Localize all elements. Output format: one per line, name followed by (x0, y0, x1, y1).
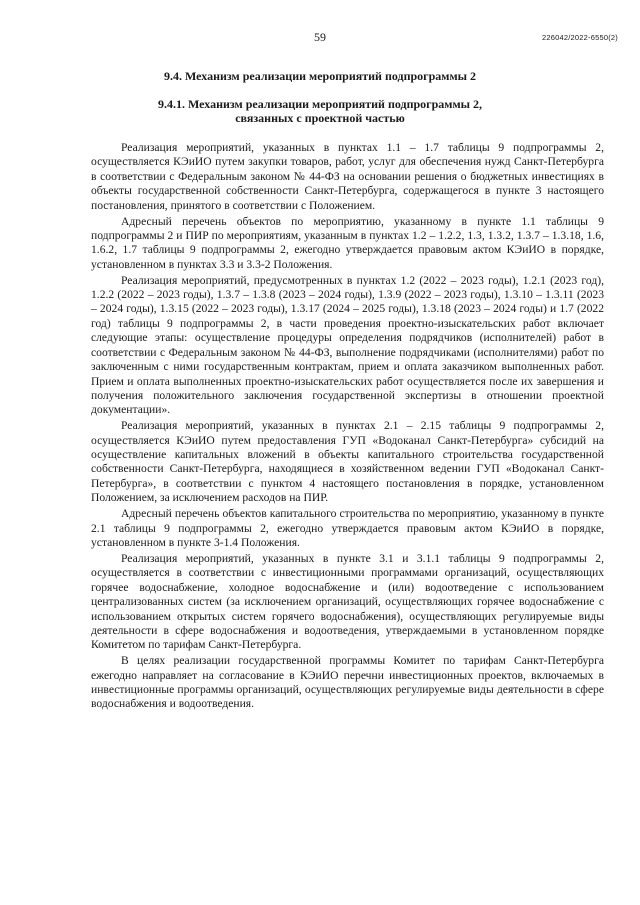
paragraph: Реализация мероприятий, указанных в пункте 3.1 и 3.1.1 таблицы 9 подпрограммы 2, осуществляется в соответствии с инвестиционными программами организаций, осуществляющих горячее водоснабжение, холодное водоснабжение и (или) водоотведение с использованием централизованных систем (за исключением организаций, осуществляющих горячее водоснабжение с использованием открытых систем горячего водоснабжения), осуществляющих регулируемые виды деятельности в сфере водоснабжения и водоотведения, утверждаемыми в установленном порядке Комитетом по тарифам Санкт-Петербурга. (91, 551, 604, 652)
page-number: 59 (314, 30, 326, 44)
subsection-title-line-2: связанных с проектной частью (235, 111, 405, 125)
subsection-title-line-1: 9.4.1. Механизм реализации мероприятий подпрограммы 2, (157, 97, 483, 111)
document-registration-number: 226042/2022-6550(2) (542, 33, 618, 42)
paragraph: Адресный перечень объектов по мероприятию, указанному в пункте 1.1 таблицы 9 подпрограммы 2 и ПИР по мероприятиям, указанным в пунктах 1.2 – 1.2.2, 1.3, 1.3.2, 1.3.7 – 1.3.18, 1.6, 1.6.2, 1.7 таблицы 9 подпрограммы 2, ежегодно утверждается правовым актом КЭиИО в порядке, установленном в пунктах 3.3 и 3.3-2 Положения. (91, 214, 604, 271)
paragraph: Реализация мероприятий, предусмотренных в пунктах 1.2 (2022 – 2023 годы), 1.2.1 (2023 год), 1.2.2 (2022 – 2023 годы), 1.3.7 – 1.3.8 (2023 – 2024 годы), 1.3.9 (2022 – 2023 годы), 1.3.10 – 1.3.11 (2023 – 2024 годы), 1.3.15 (2022 – 2023 годы), 1.3.17 (2024 – 2025 годы), 1.3.18 (2023 – 2024 годы) и 1.7 (2022 год) таблицы 9 подпрограммы 2, в части проведения проектно-изыскательских работ включает следующие этапы: осуществление процедуры определения подрядчиков (исполнителей) работ в соответствии с Федеральным законом № 44-ФЗ, выполнение подрядчиками (исполнителями) работ по заключенным с ними государственным контрактам, прием и оплата заказчиком выполненных работ. Прием и оплата выполненных проектно-изыскательских работ осуществляется после их завершения и получения положительного заключения государственной экспертизы в отношении проектной документации». (91, 273, 604, 417)
paragraph: В целях реализации государственной программы Комитет по тарифам Санкт-Петербурга ежегодно направляет на согласование в КЭиИО перечни инвестиционных проектов, включаемых в инвестиционные программы организаций, осуществляющих регулируемые виды деятельности в сфере водоснабжения и водоотведения. (91, 654, 604, 711)
paragraph: Реализация мероприятий, указанных в пунктах 2.1 – 2.15 таблицы 9 подпрограммы 2, осуществляется КЭиИО путем предоставления ГУП «Водоканал Санкт-Петербурга» субсидий на осуществление капитальных вложений в объекты капитального строительства государственной собственности Санкт-Петербурга, находящиеся в хозяйственном ведении ГУП «Водоканал Санкт-Петербурга», в соответствии с пунктом 4 настоящего постановления в порядке, установленном Положением, за исключением расходов на ПИР. (91, 419, 604, 505)
section-title: 9.4. Механизм реализации мероприятий подпрограммы 2 (163, 69, 477, 83)
paragraph: Реализация мероприятий, указанных в пунктах 1.1 – 1.7 таблицы 9 подпрограммы 2, осуществляется КЭиИО путем закупки товаров, работ, услуг для обеспечения нужд Санкт-Петербурга в соответствии с Федеральным законом № 44-ФЗ на основании решения о бюджетных инвестициях в объекты государственной собственности Санкт-Петербурга, содержащегося в пункте 3 настоящего постановления, принятого в соответствии с Положением. (91, 141, 604, 212)
paragraph: Адресный перечень объектов капитального строительства по мероприятию, указанному в пункте 2.1 таблицы 9 подпрограммы 2, ежегодно утверждается правовым актом КЭиИО в порядке, установленном в пункте 3-1.4 Положения. (91, 507, 604, 549)
document-body (91, 141, 604, 713)
subsection-title (0, 97, 640, 125)
